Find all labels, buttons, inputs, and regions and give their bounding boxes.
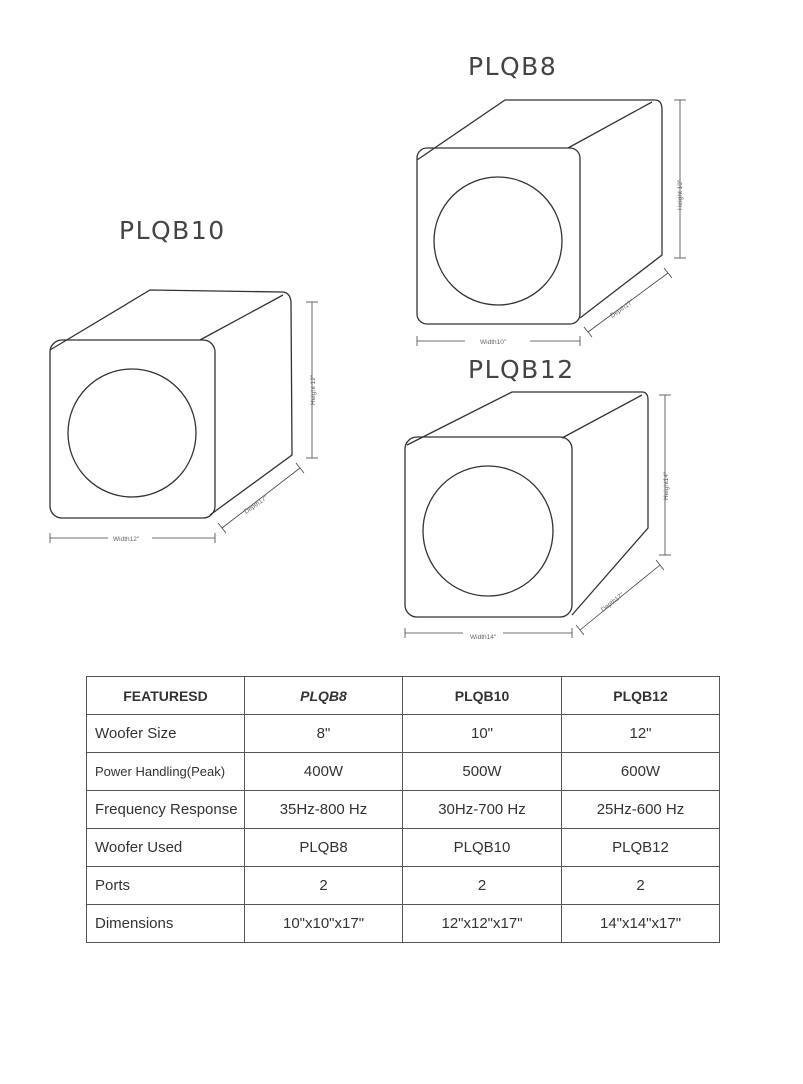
table-row <box>87 867 720 905</box>
table-cell: PLQB10 <box>403 829 562 867</box>
row-feature-label: Woofer Used <box>87 829 245 867</box>
plqb10-depth-label: Depth17" <box>243 494 270 516</box>
table-cell: 12" <box>562 715 720 753</box>
header-plqb10: PLQB10 <box>403 677 562 715</box>
table-cell: 12"x12"x17" <box>403 905 562 943</box>
table-row <box>87 715 720 753</box>
table-cell: 14"x14"x17" <box>562 905 720 943</box>
plqb10-title: PLQB10 <box>119 216 226 245</box>
plqb12-height-label: Height14" <box>663 471 670 500</box>
header-plqb8: PLQB8 <box>245 677 403 715</box>
row-feature-label: Frequency Response <box>87 791 245 829</box>
header-plqb12: PLQB12 <box>562 677 720 715</box>
table-cell: PLQB12 <box>562 829 720 867</box>
table-cell: 2 <box>403 867 562 905</box>
table-cell: 10" <box>403 715 562 753</box>
row-feature-label: Ports <box>87 867 245 905</box>
specifications-table <box>86 676 720 943</box>
row-feature-label: Woofer Size <box>87 715 245 753</box>
table-cell: 2 <box>562 867 720 905</box>
row-feature-label: Dimensions <box>87 905 245 943</box>
plqb12-depth-label: Depth17" <box>599 591 626 614</box>
table-cell: 500W <box>403 753 562 791</box>
table-row <box>87 791 720 829</box>
plqb10-height-label: Height 12" <box>310 374 317 405</box>
plqb12-title: PLQB12 <box>468 355 575 384</box>
header-features: FEATURESD <box>87 677 245 715</box>
plqb8-width-label: Width10" <box>480 339 507 346</box>
table-cell: 600W <box>562 753 720 791</box>
table-cell: 8" <box>245 715 403 753</box>
table-cell: 30Hz-700 Hz <box>403 791 562 829</box>
table-cell: PLQB8 <box>245 829 403 867</box>
row-feature-label: Power Handling(Peak) <box>87 753 245 791</box>
table-row <box>87 753 720 791</box>
table-header-row <box>87 677 720 715</box>
table-cell: 2 <box>245 867 403 905</box>
plqb10-width-label: Width12" <box>113 536 140 543</box>
table-cell: 400W <box>245 753 403 791</box>
table-row <box>87 905 720 943</box>
plqb8-height-label: Height 10" <box>677 179 684 210</box>
plqb8-depth-label: Depth17" <box>609 298 636 320</box>
table-cell: 25Hz-600 Hz <box>562 791 720 829</box>
plqb12-width-label: Width14" <box>470 634 497 641</box>
table-cell: 10"x10"x17" <box>245 905 403 943</box>
table-cell: 35Hz-800 Hz <box>245 791 403 829</box>
table-row <box>87 829 720 867</box>
plqb8-title: PLQB8 <box>468 52 558 81</box>
